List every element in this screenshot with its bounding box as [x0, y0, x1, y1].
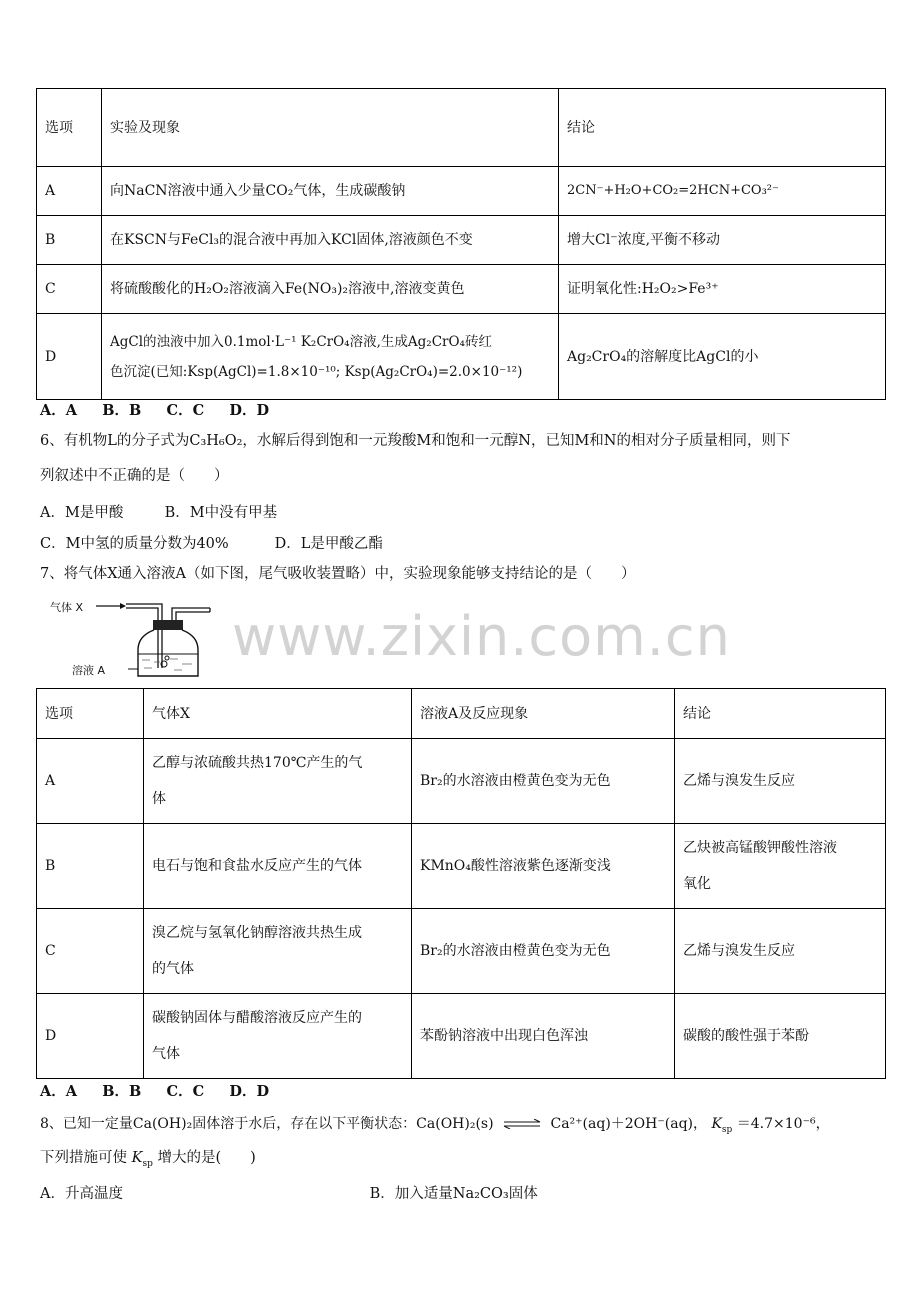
- row-conclusion: [675, 909, 886, 994]
- row-conclusion: [675, 994, 886, 1079]
- q6-option-b[interactable]: B．M中没有甲基: [164, 505, 278, 521]
- question5-choices: [40, 401, 269, 421]
- q8-stem-part: 下列措施可使: [40, 1150, 127, 1166]
- choice-a[interactable]: A．A: [40, 1083, 78, 1100]
- row-option: B: [37, 824, 144, 909]
- gas-line: 气体: [152, 1046, 180, 1062]
- choice-c[interactable]: C．C: [166, 1083, 205, 1100]
- table-row: [37, 167, 886, 216]
- table-header-row: [37, 89, 886, 167]
- row-option: B: [37, 216, 102, 265]
- row-option: D: [37, 994, 144, 1079]
- q8-option-a[interactable]: A．升高温度: [40, 1186, 123, 1202]
- question7-table: [36, 688, 886, 1079]
- header-experiment: 实验及现象: [102, 89, 559, 167]
- conclusion-line: 碳酸的酸性强于苯酚: [683, 1028, 809, 1044]
- row-option: C: [37, 265, 102, 314]
- choice-c[interactable]: C．C: [166, 402, 205, 419]
- row-conclusion: 2CN⁻+H₂O+CO₂=2HCN+CO₃²⁻: [559, 167, 886, 216]
- row-experiment: 将硫酸酸化的H₂O₂溶液滴入Fe(NO₃)₂溶液中,溶液变黄色: [102, 265, 559, 314]
- gas-x-label: 气体 X: [50, 601, 84, 614]
- header-option: 选项: [37, 89, 102, 167]
- experiment-line: AgCl的浊液中加入0.1mol·L⁻¹ K₂CrO₄溶液,生成Ag₂CrO₄砖红: [110, 333, 492, 350]
- gas-line: 电石与饱和食盐水反应产生的气体: [152, 858, 362, 874]
- table-row: [37, 314, 886, 400]
- question6-options-row2: [40, 534, 383, 554]
- question6-options-row1: [40, 503, 277, 523]
- row-gas: [144, 824, 412, 909]
- experiment-line: 色沉淀(已知:Ksp(AgCl)=1.8×10⁻¹⁰; Ksp(Ag₂CrO₄)=2.0×10⁻¹²): [110, 363, 523, 380]
- apparatus-figure: [40, 596, 220, 682]
- conclusion-line: 乙烯与溴发生反应: [683, 773, 795, 789]
- header-option: 选项: [37, 689, 144, 739]
- equilibrium-arrow-icon: [502, 1119, 542, 1129]
- table-row: [37, 265, 886, 314]
- row-experiment: 向NaCN溶液中通入少量CO₂气体，生成碳酸钠: [102, 167, 559, 216]
- gas-line: 溴乙烷与氢氧化钠醇溶液共热生成: [152, 925, 362, 941]
- ksp-subscript: sp: [142, 1158, 153, 1169]
- table-row: [37, 824, 886, 909]
- gas-bottle-icon: [40, 596, 220, 682]
- table-row: [37, 739, 886, 824]
- question8-stem-line1: [40, 1114, 830, 1140]
- gas-line: 体: [152, 791, 166, 807]
- table-row: [37, 909, 886, 994]
- choice-a[interactable]: A．A: [40, 402, 78, 419]
- question6-stem-line2: 列叙述中不正确的是（ ）: [40, 468, 229, 484]
- q8-stem-part: ＝4.7×10⁻⁶，: [736, 1116, 830, 1132]
- row-conclusion: 证明氧化性:H₂O₂>Fe³⁺: [559, 265, 886, 314]
- question5-table: [36, 88, 886, 400]
- row-experiment: [102, 314, 559, 400]
- ksp-symbol: K: [131, 1150, 143, 1166]
- header-phenomenon: 溶液A及反应现象: [412, 689, 675, 739]
- row-experiment: 在KSCN与FeCl₃的混合液中再加入KCl固体,溶液颜色不变: [102, 216, 559, 265]
- row-option: A: [37, 739, 144, 824]
- question8-stem-line2: [40, 1148, 256, 1174]
- row-option: D: [37, 314, 102, 400]
- table-row: [37, 216, 886, 265]
- choice-b[interactable]: B．B: [102, 402, 142, 419]
- row-conclusion: [675, 824, 886, 909]
- header-conclusion: 结论: [675, 689, 886, 739]
- question6-stem-line1: 6、有机物L的分子式为C₃H₆O₂，水解后得到饱和一元羧酸M和饱和一元醇N，已知M和N的相对分子质量相同，则下: [40, 433, 791, 449]
- header-conclusion: 结论: [559, 89, 886, 167]
- row-phenomenon: Br₂的水溶液由橙黄色变为无色: [412, 739, 675, 824]
- conclusion-line: 氧化: [683, 876, 711, 892]
- row-gas: [144, 739, 412, 824]
- ksp-subscript: sp: [721, 1124, 733, 1135]
- row-conclusion: [675, 739, 886, 824]
- row-gas: [144, 994, 412, 1079]
- gas-line: 的气体: [152, 961, 194, 977]
- table-header-row: [37, 689, 886, 739]
- header-gas: 气体X: [144, 689, 412, 739]
- q8-stem-part: Ca²⁺(aq)＋2OH⁻(aq)，: [550, 1116, 707, 1132]
- q6-option-a[interactable]: A．M是甲酸: [40, 505, 124, 521]
- solution-a-label: 溶液 A: [72, 664, 106, 677]
- choice-b[interactable]: B．B: [102, 1083, 142, 1100]
- question7-stem: 7、将气体X通入溶液A（如下图，尾气吸收装置略）中，实验现象能够支持结论的是（ ）: [40, 566, 636, 582]
- row-phenomenon: Br₂的水溶液由橙黄色变为无色: [412, 909, 675, 994]
- table-row: [37, 994, 886, 1079]
- gas-line: 乙醇与浓硫酸共热170℃产生的气: [152, 755, 363, 771]
- ksp-symbol: K: [711, 1116, 722, 1132]
- gas-line: 碳酸钠固体与醋酸溶液反应产生的: [152, 1010, 362, 1026]
- row-phenomenon: KMnO₄酸性溶液紫色逐渐变浅: [412, 824, 675, 909]
- question7-choices: [40, 1082, 269, 1102]
- row-option: A: [37, 167, 102, 216]
- question8-options-row1: [40, 1184, 538, 1204]
- row-conclusion: Ag₂CrO₄的溶解度比AgCl的小: [559, 314, 886, 400]
- q6-option-d[interactable]: D．L是甲酸乙酯: [274, 536, 383, 552]
- row-phenomenon: 苯酚钠溶液中出现白色浑浊: [412, 994, 675, 1079]
- q8-option-b[interactable]: B．加入适量Na₂CO₃固体: [369, 1186, 538, 1202]
- choice-d[interactable]: D．D: [229, 402, 270, 419]
- q8-stem-part: 增大的是( ): [157, 1150, 256, 1166]
- watermark-text: www.zixin.com.cn: [232, 605, 731, 668]
- row-gas: [144, 909, 412, 994]
- q6-option-c[interactable]: C．M中氢的质量分数为40%: [40, 536, 229, 552]
- q8-stem-part: 8、已知一定量Ca(OH)₂固体溶于水后，存在以下平衡状态：Ca(OH)₂(s): [40, 1116, 494, 1132]
- row-option: C: [37, 909, 144, 994]
- choice-d[interactable]: D．D: [229, 1083, 270, 1100]
- conclusion-line: 乙炔被高锰酸钾酸性溶液: [683, 840, 837, 856]
- row-conclusion: 增大Cl⁻浓度,平衡不移动: [559, 216, 886, 265]
- conclusion-line: 乙烯与溴发生反应: [683, 943, 795, 959]
